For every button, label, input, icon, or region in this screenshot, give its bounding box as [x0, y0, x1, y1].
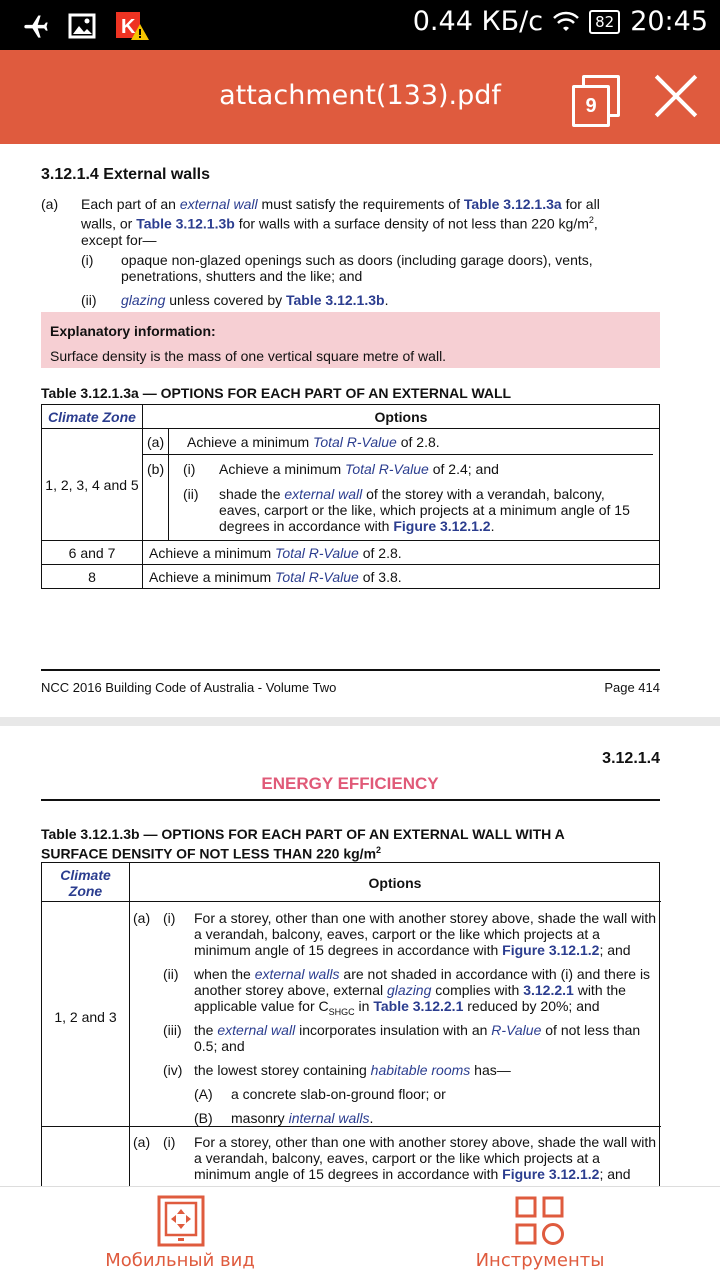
app-toolbar [0, 50, 720, 144]
section-title: ENERGY EFFICIENCY [261, 774, 439, 793]
item-label: (ii) [81, 292, 97, 308]
footer-right: Page 414 [604, 680, 660, 695]
option-b-i-text: Achieve a minimum Total R-Value of 2.4; and [219, 461, 499, 477]
wifi-icon [553, 11, 579, 33]
tools-icon [514, 1195, 566, 1247]
kaspersky-warning-icon [114, 10, 150, 42]
option-label: (a) [147, 434, 165, 450]
battery-icon: 82 [589, 10, 620, 34]
clock: 20:45 [630, 6, 708, 37]
mobile-view-label: Мобильный вид [105, 1250, 255, 1271]
zone-cell: 1, 2, 3, 4 and 5 [42, 429, 143, 541]
divider [143, 454, 653, 455]
airplane-icon [22, 12, 50, 40]
options-cell [143, 429, 660, 541]
header-rule [41, 799, 660, 801]
option-iv-text: the lowest storey containing habitable rooms has— [194, 1062, 511, 1078]
divider [129, 863, 130, 1186]
image-icon [68, 13, 96, 39]
options-cell: Achieve a minimum Total R-Value of 2.8. [143, 541, 660, 565]
section-heading: 3.12.1.4 External walls [41, 166, 210, 183]
item-ii-text: glazing unless covered by Table 3.12.1.3b. [121, 292, 389, 308]
option-i-text: For a storey, other than one with another storey above, shade the wall with a verandah, balcony, eaves, carport or the like which projects at a minimum angle of 15 degrees in accordance with Figure 3.12.1.2; and [194, 910, 656, 958]
pdf-page-415 [0, 726, 720, 1186]
table-row [42, 565, 660, 589]
status-bar [0, 0, 720, 50]
header-climate-zone: Climate Zone [60, 867, 111, 899]
pages-button[interactable] [572, 75, 618, 121]
divider [168, 429, 169, 541]
option-label: (iii) [163, 1022, 182, 1038]
table-row [42, 541, 660, 565]
explanatory-box [41, 312, 660, 368]
table-header-row [42, 405, 660, 429]
zone-cell: 1, 2 and 3 [54, 1009, 117, 1025]
pdf-page-414 [0, 144, 720, 717]
options-table [41, 404, 660, 589]
option-label: (ii) [183, 486, 199, 502]
tools-label: Инструменты [475, 1250, 605, 1271]
footer-rule [41, 669, 660, 671]
header-options: Options [368, 875, 422, 891]
page-count: 9 [572, 85, 610, 127]
option-label: (a) [133, 1134, 151, 1150]
option-ii-text: when the external walls are not shaded in accordance with (i) and there is another storey above, external glazing complies with 3.12.2.1 with the applicable value for $C_{SHGC}$ in Table 3.12.2.1 reduced by 20%; and [194, 966, 651, 1017]
option-label: (ii) [163, 966, 179, 982]
network-speed: 0.44 КБ/с [412, 6, 544, 37]
option-A-text: a concrete slab-on-ground floor; or [231, 1086, 446, 1102]
option-i-text: For a storey, other than one with another storey above, shade the wall with a verandah, balcony, eaves, carport or the like which projects at a minimum angle of 15 degrees in accordance with Figure 3.12.1.2; and [194, 1134, 656, 1182]
table-row [42, 429, 660, 541]
option-label: (B) [194, 1110, 213, 1126]
option-label: (a) [133, 910, 151, 926]
option-label: (b) [147, 461, 165, 477]
item-i-text: opaque non-glazed openings such as doors (including garage doors), vents, penetrations, shutters and the like; and [121, 252, 593, 284]
item-label: (i) [81, 252, 94, 268]
table-caption: Table 3.12.1.3b — OPTIONS FOR EACH PART OF AN EXTERNAL WALL WITH A SURFACE DENSITY OF NOT LESS THAN 220 $kg/m^2$ [41, 826, 565, 862]
section-number: 3.12.1.4 [602, 750, 660, 767]
option-label: (i) [163, 1134, 176, 1150]
option-label: (iv) [163, 1062, 183, 1078]
header-options: Options [143, 405, 660, 429]
option-label: (A) [194, 1086, 213, 1102]
option-b-ii-text: shade the external wall of the storey with a verandah, balcony, eaves, carport or the like, which projects at a minimum angle of 15 degrees in accordance with Figure 3.12.1.2. [219, 486, 630, 534]
explanatory-title: Explanatory information: [50, 323, 216, 339]
footer-left: NCC 2016 Building Code of Australia - Volume Two [41, 680, 337, 695]
divider [42, 1126, 661, 1127]
header-climate-zone: Climate Zone [42, 405, 143, 429]
option-a-text: Achieve a minimum Total R-Value of 2.8. [187, 434, 440, 450]
option-B-text: masonry internal walls. [231, 1110, 374, 1126]
option-label: (i) [183, 461, 196, 477]
svg-text:K: K [121, 16, 136, 38]
bottom-bar [0, 1186, 720, 1281]
options-table-b [41, 862, 660, 1186]
explanatory-text: Surface density is the mass of one vertical square metre of wall. [50, 348, 447, 364]
document-title: attachment(133).pdf [219, 80, 501, 111]
table-caption: Table 3.12.1.3a — OPTIONS FOR EACH PART OF AN EXTERNAL WALL [41, 385, 512, 401]
option-iii-text: the external wall incorporates insulation with an R-Value of not less than 0.5; and [194, 1022, 641, 1054]
zone-cell: 6 and 7 [42, 541, 143, 565]
options-cell: Achieve a minimum Total R-Value of 3.8. [143, 565, 660, 589]
option-label: (i) [163, 910, 176, 926]
clause-a-text: Each part of an external wall must satisfy the requirements of Table 3.12.1.3a for all walls, or Table 3.12.1.3b for walls with a surface density of not less than 220 $kg/m^2$, except for— [81, 196, 600, 248]
clause-label: (a) [41, 196, 59, 212]
close-icon[interactable] [654, 74, 698, 118]
divider [42, 901, 661, 902]
mobile-view-icon [156, 1195, 206, 1247]
zone-cell: 8 [42, 565, 143, 589]
